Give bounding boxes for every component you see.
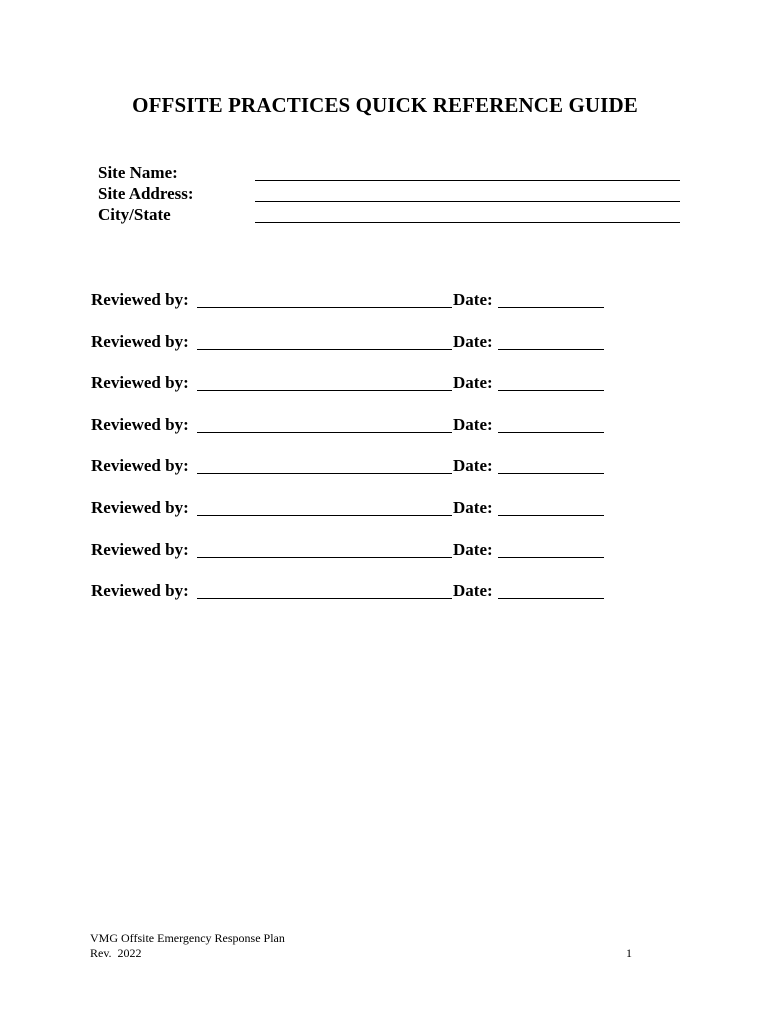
reviewed-by-label: Reviewed by: [91, 373, 189, 393]
date-label: Date: [453, 539, 493, 559]
reviewed-by-field[interactable] [197, 307, 452, 308]
reviewed-by-label: Reviewed by: [91, 539, 189, 559]
reviewed-by-label: Reviewed by: [91, 497, 189, 517]
date-field[interactable] [498, 349, 604, 350]
page-title: OFFSITE PRACTICES QUICK REFERENCE GUIDE [132, 93, 638, 117]
reviewed-by-field[interactable] [197, 515, 452, 516]
city-state-row [98, 204, 682, 225]
review-row [91, 331, 611, 373]
date-label: Date: [453, 373, 493, 393]
reviewed-by-field[interactable] [197, 390, 452, 391]
review-row [91, 580, 611, 622]
site-name-field[interactable] [255, 180, 680, 181]
reviewed-by-field[interactable] [197, 349, 452, 350]
reviewed-by-label: Reviewed by: [91, 581, 189, 601]
review-row [91, 414, 611, 456]
site-name-row [98, 162, 682, 183]
site-name-label: Site Name: [98, 163, 178, 182]
date-field[interactable] [498, 515, 604, 516]
site-address-row [98, 183, 682, 204]
review-row [91, 372, 611, 414]
site-info-block [98, 162, 682, 225]
date-field[interactable] [498, 307, 604, 308]
date-label: Date: [453, 456, 493, 476]
date-label: Date: [453, 290, 493, 309]
date-field[interactable] [498, 557, 604, 558]
review-list [91, 289, 611, 622]
review-row [91, 497, 611, 539]
page-footer [90, 931, 285, 961]
reviewed-by-label: Reviewed by: [91, 456, 189, 476]
site-address-field[interactable] [255, 201, 680, 202]
reviewed-by-field[interactable] [197, 557, 452, 558]
footer-revision: Rev. 2022 [90, 946, 142, 960]
date-label: Date: [453, 497, 493, 517]
reviewed-by-label: Reviewed by: [91, 331, 189, 351]
review-row [91, 455, 611, 497]
review-row [91, 289, 611, 331]
city-state-label: City/State [98, 205, 171, 224]
date-label: Date: [453, 581, 493, 601]
reviewed-by-field[interactable] [197, 473, 452, 474]
date-label: Date: [453, 414, 493, 434]
city-state-field[interactable] [255, 222, 680, 223]
footer-plan-name: VMG Offsite Emergency Response Plan [90, 931, 285, 945]
site-address-label: Site Address: [98, 184, 194, 203]
reviewed-by-label: Reviewed by: [91, 290, 189, 309]
date-field[interactable] [498, 473, 604, 474]
page-number: 1 [626, 946, 632, 960]
date-label: Date: [453, 331, 493, 351]
reviewed-by-field[interactable] [197, 432, 452, 433]
date-field[interactable] [498, 432, 604, 433]
reviewed-by-label: Reviewed by: [91, 414, 189, 434]
date-field[interactable] [498, 598, 604, 599]
date-field[interactable] [498, 390, 604, 391]
reviewed-by-field[interactable] [197, 598, 452, 599]
review-row [91, 539, 611, 581]
